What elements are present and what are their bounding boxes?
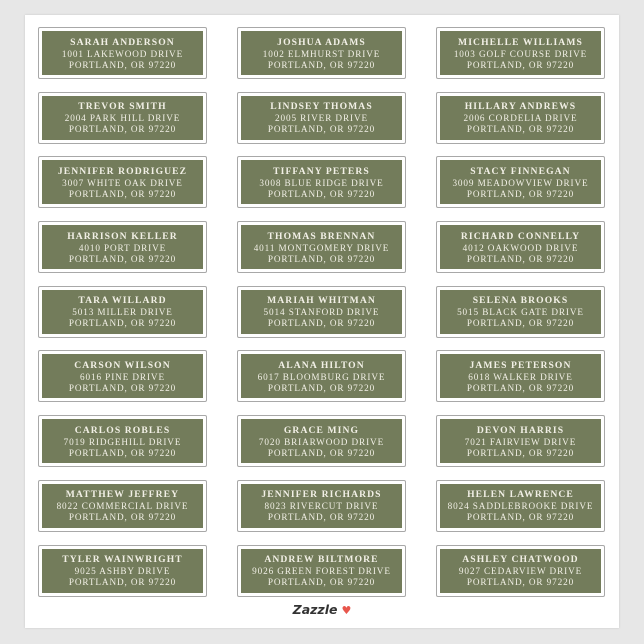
address-label[interactable] xyxy=(436,27,605,79)
city-state-zip: PORTLAND, OR 97220 xyxy=(466,253,575,264)
recipient-name: THOMAS BRENNAN xyxy=(267,230,376,242)
address-label[interactable] xyxy=(436,480,605,532)
street-address: 9026 GREEN FOREST DRIVE xyxy=(252,566,391,576)
zazzle-logo: Zazzle xyxy=(292,602,338,617)
label-body xyxy=(440,225,601,269)
recipient-name: JAMES PETERSON xyxy=(469,359,572,371)
label-body xyxy=(241,96,402,140)
city-state-zip: PORTLAND, OR 97220 xyxy=(68,512,177,523)
address-label[interactable] xyxy=(436,415,605,467)
label-body xyxy=(241,160,402,204)
city-state-zip: PORTLAND, OR 97220 xyxy=(68,253,177,264)
address-label[interactable] xyxy=(436,221,605,273)
street-address: 6018 WALKER DRIVE xyxy=(468,371,573,382)
city-state-zip: PORTLAND, OR 97220 xyxy=(466,447,575,458)
address-label[interactable] xyxy=(38,415,207,467)
city-state-zip: PORTLAND, OR 97220 xyxy=(68,318,177,329)
address-label[interactable] xyxy=(237,415,406,467)
label-body xyxy=(440,290,601,334)
city-state-zip: PORTLAND, OR 97220 xyxy=(267,512,376,523)
recipient-name: SARAH ANDERSON xyxy=(70,36,175,48)
recipient-name: CARLOS ROBLES xyxy=(74,424,171,436)
address-label[interactable] xyxy=(38,27,207,79)
street-address: 6016 PINE DRIVE xyxy=(80,371,165,382)
address-label[interactable] xyxy=(237,286,406,338)
recipient-name: GRACE MING xyxy=(283,424,360,436)
address-label[interactable] xyxy=(38,545,207,597)
recipient-name: MATTHEW JEFFREY xyxy=(65,489,180,501)
address-label[interactable] xyxy=(237,156,406,208)
city-state-zip: PORTLAND, OR 97220 xyxy=(267,447,376,458)
label-body xyxy=(440,484,601,528)
city-state-zip: PORTLAND, OR 97220 xyxy=(267,318,376,329)
city-state-zip: PORTLAND, OR 97220 xyxy=(68,577,177,587)
recipient-name: MICHELLE WILLIAMS xyxy=(458,36,583,48)
label-body xyxy=(241,419,402,463)
city-state-zip: PORTLAND, OR 97220 xyxy=(68,124,177,135)
city-state-zip: PORTLAND, OR 97220 xyxy=(466,188,575,199)
label-body xyxy=(440,160,601,204)
label-body xyxy=(241,290,402,334)
city-state-zip: PORTLAND, OR 97220 xyxy=(267,188,376,199)
label-body xyxy=(440,96,601,140)
city-state-zip: PORTLAND, OR 97220 xyxy=(68,59,177,70)
street-address: 7021 FAIRVIEW DRIVE xyxy=(464,436,577,447)
city-state-zip: PORTLAND, OR 97220 xyxy=(466,124,575,135)
label-body xyxy=(440,549,601,593)
label-body xyxy=(42,225,203,269)
street-address: 1002 ELMHURST DRIVE xyxy=(262,48,381,59)
street-address: 5015 BLACK GATE DRIVE xyxy=(457,307,584,318)
street-address: 4012 OAKWOOD DRIVE xyxy=(462,242,579,253)
street-address: 8023 RIVERCUT DRIVE xyxy=(264,501,379,512)
label-grid xyxy=(38,27,605,597)
recipient-name: CARSON WILSON xyxy=(74,359,171,371)
recipient-name: JENNIFER RICHARDS xyxy=(261,489,382,501)
city-state-zip: PORTLAND, OR 97220 xyxy=(466,577,575,587)
address-label[interactable] xyxy=(436,545,605,597)
street-address: 9027 CEDARVIEW DRIVE xyxy=(458,566,583,576)
street-address: 1003 GOLF COURSE DRIVE xyxy=(453,48,588,59)
city-state-zip: PORTLAND, OR 97220 xyxy=(466,382,575,393)
recipient-name: RICHARD CONNELLY xyxy=(460,230,581,242)
street-address: 7019 RIDGEHILL DRIVE xyxy=(63,436,182,447)
city-state-zip: PORTLAND, OR 97220 xyxy=(466,512,575,523)
label-body xyxy=(42,419,203,463)
street-address: 2005 RIVER DRIVE xyxy=(274,113,368,124)
brand-footer xyxy=(0,602,644,617)
city-state-zip: PORTLAND, OR 97220 xyxy=(466,59,575,70)
label-body xyxy=(42,484,203,528)
address-label[interactable] xyxy=(38,92,207,144)
sticker-sheet xyxy=(25,15,619,628)
street-address: 8022 COMMERCIAL DRIVE xyxy=(56,501,189,512)
address-label[interactable] xyxy=(237,350,406,402)
address-label[interactable] xyxy=(237,545,406,597)
recipient-name: TYLER WAINWRIGHT xyxy=(62,554,183,565)
recipient-name: JOSHUA ADAMS xyxy=(277,36,366,48)
city-state-zip: PORTLAND, OR 97220 xyxy=(68,188,177,199)
recipient-name: TIFFANY PETERS xyxy=(273,165,370,177)
street-address: 2006 CORDELIA DRIVE xyxy=(463,113,578,124)
street-address: 2004 PARK HILL DRIVE xyxy=(64,113,181,124)
city-state-zip: PORTLAND, OR 97220 xyxy=(267,124,376,135)
address-label[interactable] xyxy=(237,221,406,273)
address-label[interactable] xyxy=(436,350,605,402)
city-state-zip: PORTLAND, OR 97220 xyxy=(68,382,177,393)
label-body xyxy=(42,160,203,204)
city-state-zip: PORTLAND, OR 97220 xyxy=(466,318,575,329)
city-state-zip: PORTLAND, OR 97220 xyxy=(267,382,376,393)
label-body xyxy=(440,354,601,398)
heart-icon: ♥ xyxy=(341,604,352,617)
address-label[interactable] xyxy=(237,27,406,79)
street-address: 3007 WHITE OAK DRIVE xyxy=(62,177,183,188)
recipient-name: TREVOR SMITH xyxy=(78,101,167,113)
label-body xyxy=(42,290,203,334)
recipient-name: HARRISON KELLER xyxy=(67,230,178,242)
recipient-name: ANDREW BILTMORE xyxy=(264,554,379,565)
label-body xyxy=(440,419,601,463)
recipient-name: SELENA BROOKS xyxy=(472,295,569,307)
street-address: 6017 BLOOMBURG DRIVE xyxy=(257,371,386,382)
label-body xyxy=(241,484,402,528)
address-label[interactable] xyxy=(436,156,605,208)
recipient-name: MARIAH WHITMAN xyxy=(267,295,376,307)
recipient-name: LINDSEY THOMAS xyxy=(270,101,373,113)
street-address: 1001 LAKEWOOD DRIVE xyxy=(61,48,184,59)
address-label[interactable] xyxy=(38,221,207,273)
address-label[interactable] xyxy=(436,286,605,338)
street-address: 4011 MONTGOMERY DRIVE xyxy=(253,242,390,253)
street-address: 9025 ASHBY DRIVE xyxy=(74,566,171,576)
label-body xyxy=(440,31,601,75)
recipient-name: TARA WILLARD xyxy=(78,295,167,307)
street-address: 8024 SADDLEBROOKE DRIVE xyxy=(447,501,594,512)
recipient-name: HILLARY ANDREWS xyxy=(464,101,577,113)
address-label[interactable] xyxy=(38,286,207,338)
address-label[interactable] xyxy=(237,480,406,532)
address-label[interactable] xyxy=(436,92,605,144)
city-state-zip: PORTLAND, OR 97220 xyxy=(68,447,177,458)
city-state-zip: PORTLAND, OR 97220 xyxy=(267,253,376,264)
city-state-zip: PORTLAND, OR 97220 xyxy=(267,59,376,70)
label-body xyxy=(241,31,402,75)
label-body xyxy=(42,96,203,140)
address-label[interactable] xyxy=(38,480,207,532)
recipient-name: DEVON HARRIS xyxy=(476,424,565,436)
label-body xyxy=(42,354,203,398)
street-address: 4010 PORT DRIVE xyxy=(78,242,167,253)
label-body xyxy=(241,354,402,398)
address-label[interactable] xyxy=(38,350,207,402)
address-label[interactable] xyxy=(38,156,207,208)
recipient-name: STACY FINNEGAN xyxy=(470,165,571,177)
address-label[interactable] xyxy=(237,92,406,144)
recipient-name: HELEN LAWRENCE xyxy=(467,489,574,501)
street-address: 5014 STANFORD DRIVE xyxy=(263,307,380,318)
city-state-zip: PORTLAND, OR 97220 xyxy=(267,577,376,587)
street-address: 5013 MILLER DRIVE xyxy=(72,307,173,318)
recipient-name: ALANA HILTON xyxy=(278,359,365,371)
recipient-name: ASHLEY CHATWOOD xyxy=(462,554,579,565)
street-address: 7020 BRIARWOOD DRIVE xyxy=(258,436,385,447)
street-address: 3008 BLUE RIDGE DRIVE xyxy=(259,177,384,188)
label-body xyxy=(241,225,402,269)
label-body xyxy=(42,549,203,593)
label-body xyxy=(241,549,402,593)
recipient-name: JENNIFER RODRIGUEZ xyxy=(57,165,188,177)
label-body xyxy=(42,31,203,75)
street-address: 3009 MEADOWVIEW DRIVE xyxy=(452,177,589,188)
